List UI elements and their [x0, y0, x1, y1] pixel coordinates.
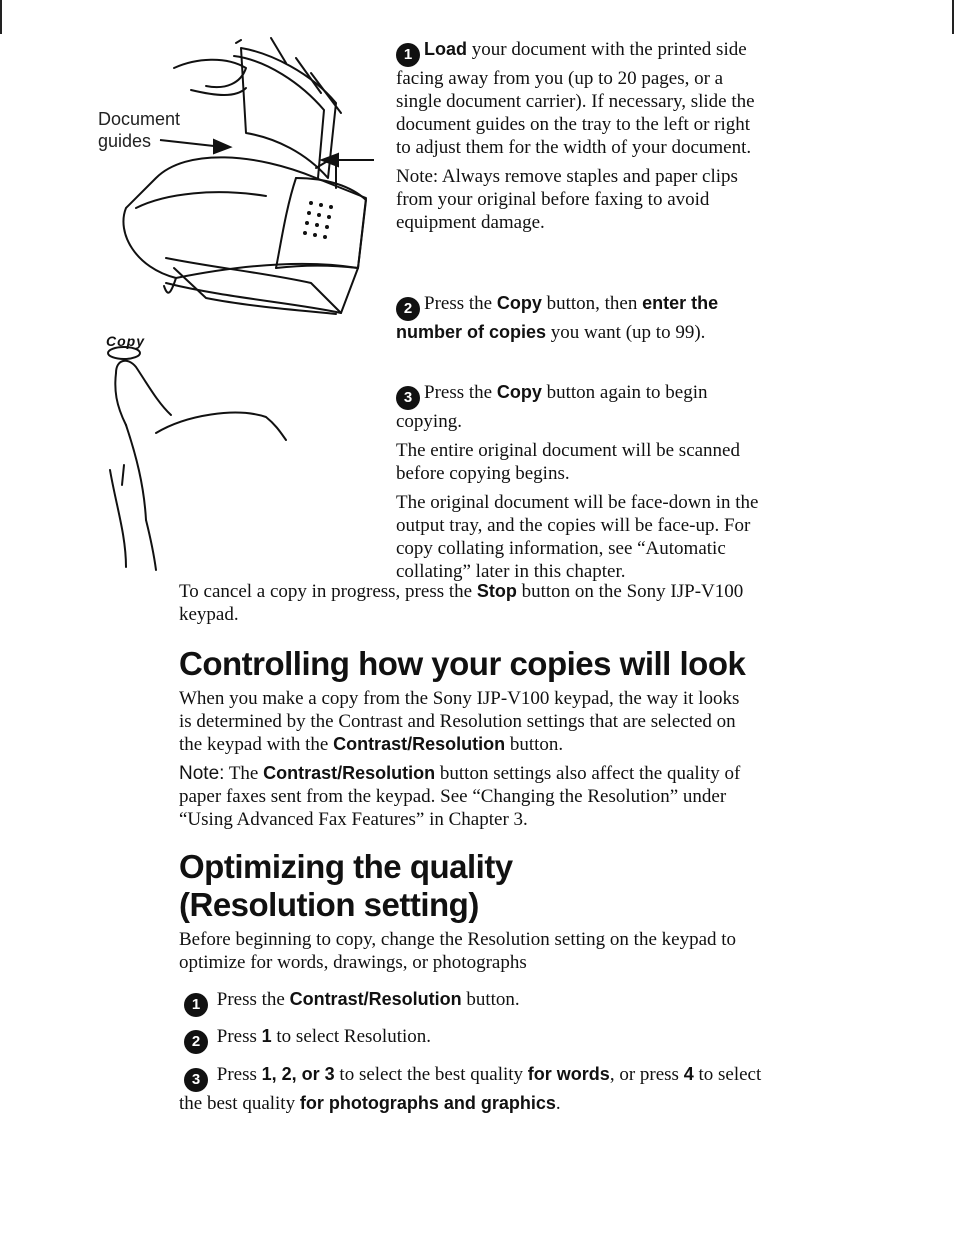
copy-key-label: Copy	[106, 333, 145, 349]
step-3-paragraph	[396, 381, 762, 433]
text-run: , or press	[609, 1064, 684, 1085]
step-number-badge: 1	[396, 43, 420, 67]
step-1-text: your document with the printed side facing away from you (up to 20 pages, or a single document carrier). If necessary, slide the document guides on the tray to the left or right to adjust them for the width of your document.	[396, 39, 755, 158]
step-number-badge: 3	[396, 386, 420, 410]
step-number-badge: 2	[396, 297, 420, 321]
hand-pressing-copy-illustration	[96, 345, 296, 575]
text-run: To cancel a copy in progress, press the	[179, 581, 477, 602]
resolution-step-3	[179, 1063, 769, 1115]
section-heading-line2: (Resolution setting)	[179, 886, 479, 923]
bold-term: Stop	[476, 581, 517, 601]
hand-pointing-icon	[96, 345, 296, 575]
text-run: button.	[505, 734, 564, 755]
bold-term: Copy	[496, 293, 542, 313]
section-intro-paragraph: Before beginning to copy, change the Resolution setting on the keypad to optimize for words, drawings, or photographs	[179, 929, 737, 973]
text-run: Press the	[424, 382, 497, 403]
section-intro-paragraph	[179, 687, 754, 756]
text-run: The	[224, 763, 264, 784]
text-run: Press	[216, 1026, 262, 1047]
text-run: button, then	[541, 293, 643, 314]
resolution-step-1	[184, 988, 764, 1017]
section-controlling-copies	[179, 645, 799, 837]
bold-term: Contrast/Resolution	[263, 763, 436, 783]
document-guides-line2: guides	[98, 131, 152, 151]
document-guides-caption	[98, 108, 180, 152]
text-run: Press the	[216, 989, 290, 1010]
text-run: button.	[461, 989, 520, 1010]
text-run: button on the Sony IJP-V100 keypad.	[179, 581, 744, 625]
step-1-note: Note: Always remove staples and paper clips from your original before faxing to avoid equipment damage.	[396, 166, 738, 233]
text-run: Press the	[424, 293, 497, 314]
text-run: you want (up to 99).	[546, 322, 706, 343]
bold-term: 4	[683, 1064, 694, 1084]
section-heading	[179, 848, 779, 924]
step-3-scan-note: The entire original document will be scanned before copying begins.	[396, 440, 740, 484]
step-2-enter-copies	[396, 292, 762, 350]
bold-term: Copy	[496, 382, 542, 402]
bold-term: Contrast/Resolution	[333, 734, 506, 754]
note-label: Note:	[179, 763, 225, 784]
text-run: button settings also affect the quality of paper faxes sent from the keypad. See “Changing the Resolution” under “Using Advanced Fax Features” in Chapter 3.	[179, 763, 741, 830]
step-number-badge: 2	[184, 1030, 208, 1054]
section-heading-line1: Optimizing the quality	[179, 848, 513, 885]
step-1-load-document	[396, 38, 762, 240]
section-optimizing-quality	[179, 848, 779, 980]
step-1-paragraph	[396, 38, 762, 159]
bold-term: 1, 2, or 3	[261, 1064, 335, 1084]
document-guides-line1: Document	[98, 109, 181, 129]
step-3-begin-copying	[396, 381, 762, 589]
bold-term: enter the number of copies	[396, 293, 719, 342]
bold-term: for photographs and graphics	[299, 1093, 556, 1113]
bold-term: for words	[527, 1064, 610, 1084]
text-run: .	[555, 1093, 561, 1114]
step-number-badge: 3	[184, 1068, 208, 1092]
text-run: to select the best quality	[179, 1064, 762, 1114]
left-edge-mark	[0, 0, 2, 34]
step-2-paragraph	[396, 292, 762, 344]
text-run: to select Resolution.	[271, 1026, 432, 1047]
step-3-output-note: The original document will be face-down in the output tray, and the copies will be face-up. For copy collating information, see “Automatic collating” later in this chapter.	[396, 492, 759, 582]
bold-term: Contrast/Resolution	[289, 989, 462, 1009]
text-run: Press	[216, 1064, 262, 1085]
step-number-badge: 1	[184, 993, 208, 1017]
section-heading: Controlling how your copies will look	[179, 645, 746, 682]
bold-term: Load	[424, 39, 467, 59]
section-note-paragraph	[179, 762, 754, 831]
bold-term: 1	[261, 1026, 272, 1046]
text-run: When you make a copy from the Sony IJP-V100 keypad, the way it looks is determined by the Contrast and Resolution settings that are selected on the keypad with the	[179, 688, 740, 755]
fax-machine-drawing	[96, 28, 386, 328]
fax-machine-illustration	[96, 28, 386, 328]
cancel-copy-paragraph	[179, 580, 759, 626]
text-run: button again to begin copying.	[396, 382, 708, 432]
resolution-step-2	[184, 1025, 764, 1054]
text-run: to select the best quality	[334, 1064, 528, 1085]
